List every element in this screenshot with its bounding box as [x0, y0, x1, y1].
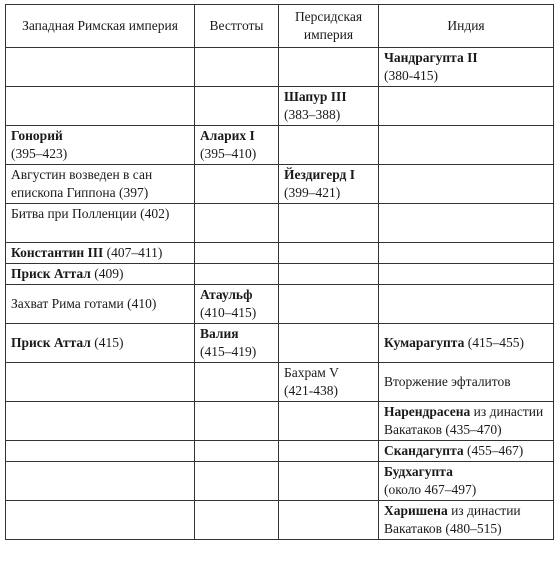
ruler-name: Аларих I	[200, 128, 255, 143]
cell-visigoths	[195, 441, 279, 462]
cell-visigoths	[195, 462, 279, 501]
table-row	[6, 501, 554, 540]
cell-text: из династии Вакатаков (480–515)	[384, 503, 521, 536]
cell-text: (380-415)	[384, 68, 438, 83]
table-row	[6, 363, 554, 402]
cell-text: (415)	[94, 335, 124, 350]
cell-text: из династии Вакатаков (435–470)	[384, 404, 544, 437]
cell-visigoths	[195, 48, 279, 87]
cell-persian-empire	[279, 402, 379, 441]
cell-visigoths	[195, 264, 279, 285]
table-body	[6, 48, 554, 540]
cell-india	[379, 165, 554, 204]
cell-india	[379, 285, 554, 324]
ruler-name: Гонорий	[11, 128, 63, 143]
header-visigoths: Вестготы	[195, 5, 279, 48]
cell-western-roman-empire	[6, 204, 195, 243]
cell-text: Захват Рима готами (410)	[11, 296, 157, 311]
cell-india	[379, 324, 554, 363]
cell-western-roman-empire	[6, 264, 195, 285]
cell-text: Августин возведен в сан епископа Гиппона (397)	[11, 167, 153, 200]
cell-persian-empire	[279, 363, 379, 402]
ruler-name: Скандагупта	[384, 443, 464, 458]
ruler-name: Валия	[200, 326, 239, 341]
ruler-name: Приск Аттал	[11, 266, 91, 281]
table-row	[6, 441, 554, 462]
ruler-name: Нарендрасена	[384, 404, 471, 419]
cell-text: Бахрам V	[284, 365, 339, 380]
table-row	[6, 87, 554, 126]
ruler-name: Шапур III	[284, 89, 347, 104]
cell-visigoths	[195, 243, 279, 264]
table-row	[6, 126, 554, 165]
cell-india	[379, 462, 554, 501]
cell-visigoths	[195, 87, 279, 126]
cell-text: (395–423)	[11, 146, 68, 161]
cell-india	[379, 501, 554, 540]
cell-text: (около 467–497)	[384, 482, 477, 497]
cell-text: (415–455)	[467, 335, 524, 350]
cell-text: (407–411)	[106, 245, 163, 260]
header-western-roman-empire: Западная Римская империя	[6, 5, 195, 48]
ruler-name: Кумарагупта	[384, 335, 465, 350]
header-india: Индия	[379, 5, 554, 48]
table-row	[6, 204, 554, 243]
cell-visigoths	[195, 402, 279, 441]
cell-visigoths	[195, 285, 279, 324]
cell-persian-empire	[279, 243, 379, 264]
cell-india	[379, 243, 554, 264]
cell-visigoths	[195, 204, 279, 243]
cell-india	[379, 363, 554, 402]
chronology-table	[5, 4, 554, 540]
cell-western-roman-empire	[6, 126, 195, 165]
cell-western-roman-empire	[6, 501, 195, 540]
table-row	[6, 285, 554, 324]
table-row	[6, 264, 554, 285]
cell-western-roman-empire	[6, 402, 195, 441]
cell-india	[379, 87, 554, 126]
cell-visigoths	[195, 324, 279, 363]
cell-western-roman-empire	[6, 462, 195, 501]
cell-text: (395–410)	[200, 146, 257, 161]
table-row	[6, 243, 554, 264]
cell-india	[379, 441, 554, 462]
cell-visigoths	[195, 501, 279, 540]
cell-western-roman-empire	[6, 48, 195, 87]
ruler-name: Атаульф	[200, 287, 253, 302]
cell-persian-empire	[279, 501, 379, 540]
cell-persian-empire	[279, 126, 379, 165]
cell-text: (409)	[94, 266, 124, 281]
cell-persian-empire	[279, 264, 379, 285]
cell-western-roman-empire	[6, 285, 195, 324]
cell-visigoths	[195, 363, 279, 402]
ruler-name: Харишена	[384, 503, 448, 518]
table-row	[6, 402, 554, 441]
table-row	[6, 462, 554, 501]
ruler-name: Будхагупта	[384, 464, 453, 479]
cell-western-roman-empire	[6, 363, 195, 402]
cell-india	[379, 264, 554, 285]
table-row	[6, 165, 554, 204]
cell-persian-empire	[279, 441, 379, 462]
table-row	[6, 48, 554, 87]
cell-western-roman-empire	[6, 441, 195, 462]
cell-visigoths	[195, 165, 279, 204]
cell-western-roman-empire	[6, 87, 195, 126]
cell-text: (415–419)	[200, 344, 257, 359]
header-row	[6, 5, 554, 48]
cell-western-roman-empire	[6, 165, 195, 204]
cell-text: Битва при Полленции (402)	[11, 206, 170, 221]
cell-text: (455–467)	[467, 443, 524, 458]
cell-text: Вторжение эфталитов	[384, 374, 511, 389]
ruler-name: Йездигерд I	[284, 167, 356, 182]
cell-persian-empire	[279, 204, 379, 243]
ruler-name: Приск Аттал	[11, 335, 91, 350]
cell-india	[379, 204, 554, 243]
cell-persian-empire	[279, 285, 379, 324]
cell-india	[379, 48, 554, 87]
cell-india	[379, 126, 554, 165]
cell-western-roman-empire	[6, 324, 195, 363]
cell-persian-empire	[279, 48, 379, 87]
cell-persian-empire	[279, 462, 379, 501]
cell-text: (410–415)	[200, 305, 257, 320]
cell-persian-empire	[279, 165, 379, 204]
header-persian-empire: Персидская империя	[279, 5, 379, 48]
cell-text: (421-438)	[284, 383, 338, 398]
cell-persian-empire	[279, 324, 379, 363]
cell-visigoths	[195, 126, 279, 165]
ruler-name: Чандрагупта II	[384, 50, 478, 65]
ruler-name: Константин III	[11, 245, 104, 260]
cell-india	[379, 402, 554, 441]
cell-text: (399–421)	[284, 185, 341, 200]
table-row	[6, 324, 554, 363]
cell-persian-empire	[279, 87, 379, 126]
cell-western-roman-empire	[6, 243, 195, 264]
cell-text: (383–388)	[284, 107, 341, 122]
